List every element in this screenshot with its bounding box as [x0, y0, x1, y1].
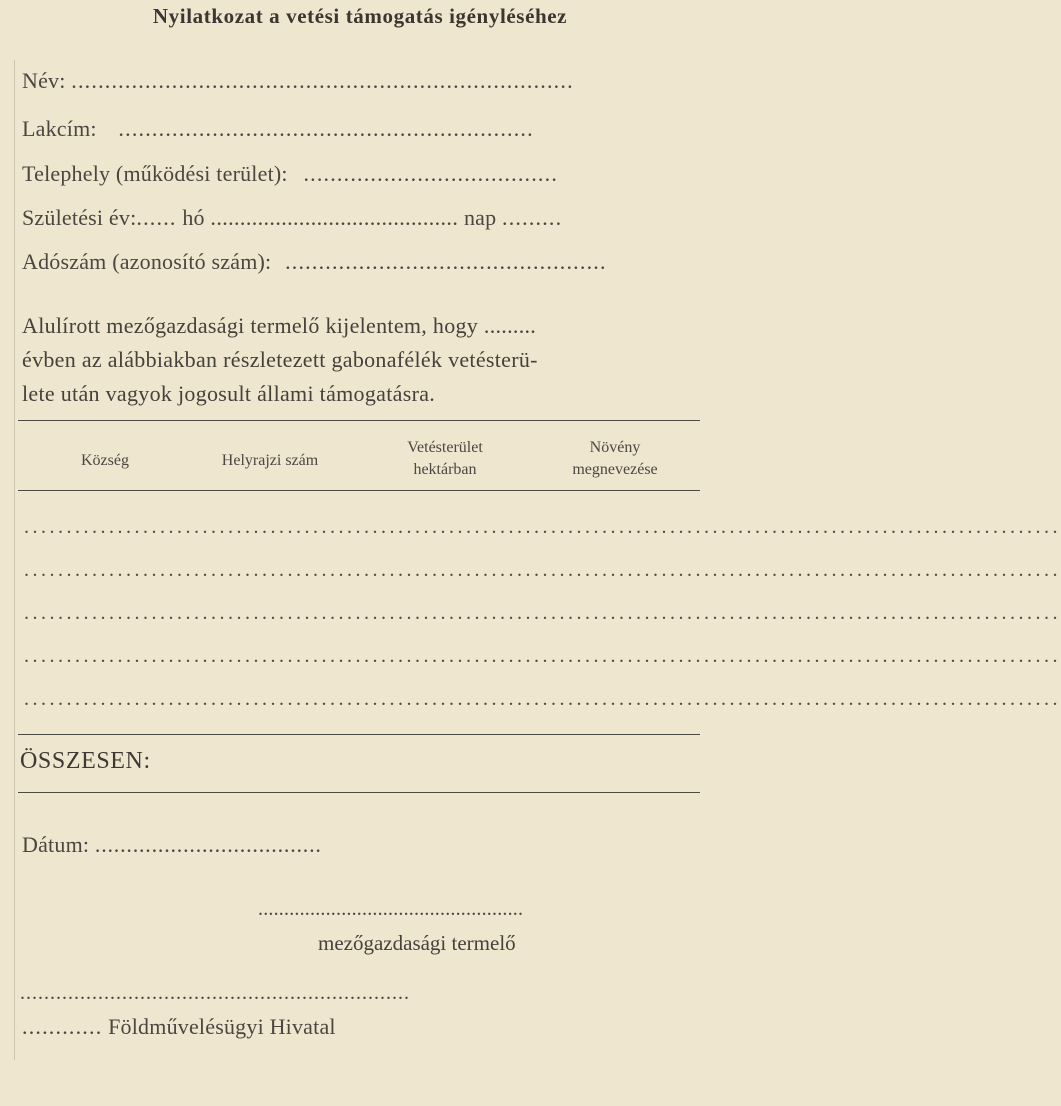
date-label: Dátum:: [22, 832, 90, 857]
total-label: ÖSSZESEN:: [20, 748, 151, 774]
declaration-line-3: lete után vagyok jogosult állami támogatásra.: [22, 381, 436, 406]
office-dots-line[interactable]: .................................................................: [20, 982, 410, 1004]
site-field[interactable]: [22, 161, 558, 187]
table-row[interactable]: ..........................................................................................................................: [24, 516, 1061, 538]
declaration-line-1: Alulírott mezőgazdasági termelő kijelentem, hogy .........: [22, 313, 537, 338]
site-dots: ......................................: [303, 161, 559, 186]
address-label: Lakcím:: [22, 116, 97, 141]
table-row[interactable]: ..........................................................................................................................: [24, 602, 1061, 624]
tax-number-field[interactable]: [22, 249, 607, 275]
signature-label: mezőgazdasági termelő: [318, 931, 516, 955]
header-noveny: [540, 437, 690, 481]
table-row[interactable]: ..........................................................................................................................: [24, 559, 1061, 581]
month-dots: ..........................................: [210, 205, 459, 230]
address-dots: ..............................................................: [118, 116, 534, 141]
birth-field[interactable]: [22, 205, 562, 231]
site-label: Telephely (működési terület):: [22, 161, 288, 186]
header-vetesterulet: [370, 437, 520, 481]
table-bottom-rule: [18, 734, 700, 735]
table-row[interactable]: ..........................................................................................................................: [24, 645, 1061, 667]
total-rule: [18, 792, 700, 793]
day-dots: .........: [502, 205, 563, 230]
declaration-paragraph: [22, 309, 702, 411]
table-row[interactable]: ..........................................................................................................................: [24, 688, 1061, 710]
signature-line[interactable]: ...................................................: [258, 898, 524, 920]
declaration-line-2: évben az alábbiakban részletezett gabonafélék vetésterü-: [22, 347, 538, 372]
form-title: Nyilatkozat a vetési támogatás igényléséhez: [152, 4, 568, 28]
name-dots: ...........................................................................: [71, 68, 574, 93]
header-noveny-line-1: Növény: [589, 439, 641, 456]
header-helyrajzi-szam: Helyrajzi szám: [221, 452, 319, 469]
office-field[interactable]: [22, 1014, 336, 1040]
table-header-rule: [18, 490, 700, 491]
header-noveny-line-2: megnevezése: [572, 461, 658, 478]
birth-year-label: Születési év:: [22, 205, 137, 230]
tax-number-label: Adószám (azonosító szám):: [22, 249, 272, 274]
address-field[interactable]: [22, 116, 534, 142]
tax-number-dots: ................................................: [285, 249, 607, 274]
date-field[interactable]: [22, 832, 322, 858]
birth-year-dots: ......: [136, 205, 177, 230]
name-label: Név:: [22, 68, 66, 93]
header-vetesterulet-line-1: Vetésterület: [407, 439, 483, 456]
office-label: Földművelésügyi Hivatal: [108, 1014, 336, 1039]
month-label: hó: [182, 205, 205, 230]
date-dots: ....................................: [94, 832, 322, 857]
header-vetesterulet-line-2: hektárban: [413, 461, 477, 478]
day-label: nap: [463, 205, 497, 230]
office-prefix-dots: ............: [22, 1014, 103, 1039]
table-top-rule: [18, 420, 700, 421]
name-field[interactable]: [22, 68, 574, 94]
left-margin-line: [14, 60, 15, 1060]
header-kozseg: Község: [81, 452, 129, 469]
